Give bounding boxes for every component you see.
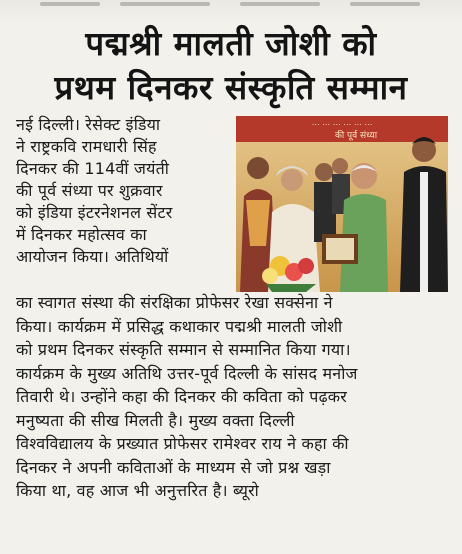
article-line: तिवारी थे। उन्होंने कहा की दिनकर की कविता को पढ़कर <box>16 387 348 406</box>
svg-text:⋯ ⋯ ⋯ ⋯ ⋯ ⋯: ⋯ ⋯ ⋯ ⋯ ⋯ ⋯ <box>311 120 373 129</box>
article-body <box>16 291 448 503</box>
article-line: की पूर्व संध्या पर शुक्रवार <box>16 181 163 200</box>
article-line: का स्वागत संस्था की संरक्षिका प्रोफेसर रेखा सक्सेना ने <box>16 293 333 312</box>
narrow-column <box>16 114 234 268</box>
award-ceremony-photo <box>236 116 448 292</box>
article-line: आयोजन किया। अतिथियों <box>16 247 169 266</box>
article-line: में दिनकर महोत्सव का <box>16 225 147 244</box>
article-line: किया था, वह आज भी अनुत्तरित है। ब्यूरो <box>16 481 259 500</box>
article-line: कार्यक्रम के मुख्य अतिथि उत्तर-पूर्व दिल्ली के सांसद मनोज <box>16 363 358 383</box>
article-line: दिनकर की 114वीं जयंती <box>16 159 170 178</box>
headline-line-2: प्रथम दिनकर संस्कृति सम्मान <box>54 68 408 107</box>
headline-line-1: पद्मश्री मालती जोशी को <box>85 24 377 63</box>
article-line: मनुष्यता की सीख मिलती है। मुख्य वक्ता दिल्ली <box>16 410 295 430</box>
article-line: किया। कार्यक्रम में प्रसिद्ध कथाकार पद्मश्री मालती जोशी <box>16 316 343 336</box>
previous-article-strip <box>0 0 462 22</box>
photo-banner-text: की पूर्व संध्या <box>334 131 378 141</box>
article-line: दिनकर ने अपनी कविताओं के माध्यम से जो प्रश्न खड़ा <box>16 457 331 477</box>
news-photo <box>236 116 448 292</box>
article-line: को प्रथम दिनकर संस्कृति सम्मान से सम्मानित किया गया। <box>16 340 351 359</box>
article-line: नई दिल्ली। रेसेक्ट इंडिया <box>16 115 161 134</box>
article-line: ने राष्ट्रकवि रामधारी सिंह <box>16 137 157 156</box>
article-line: को इंडिया इंटरनेशनल सेंटर <box>16 203 173 222</box>
article-line: विश्वविद्यालय के प्रख्यात प्रोफेसर रामेश्वर राय ने कहा की <box>16 434 349 453</box>
headline <box>6 22 456 110</box>
